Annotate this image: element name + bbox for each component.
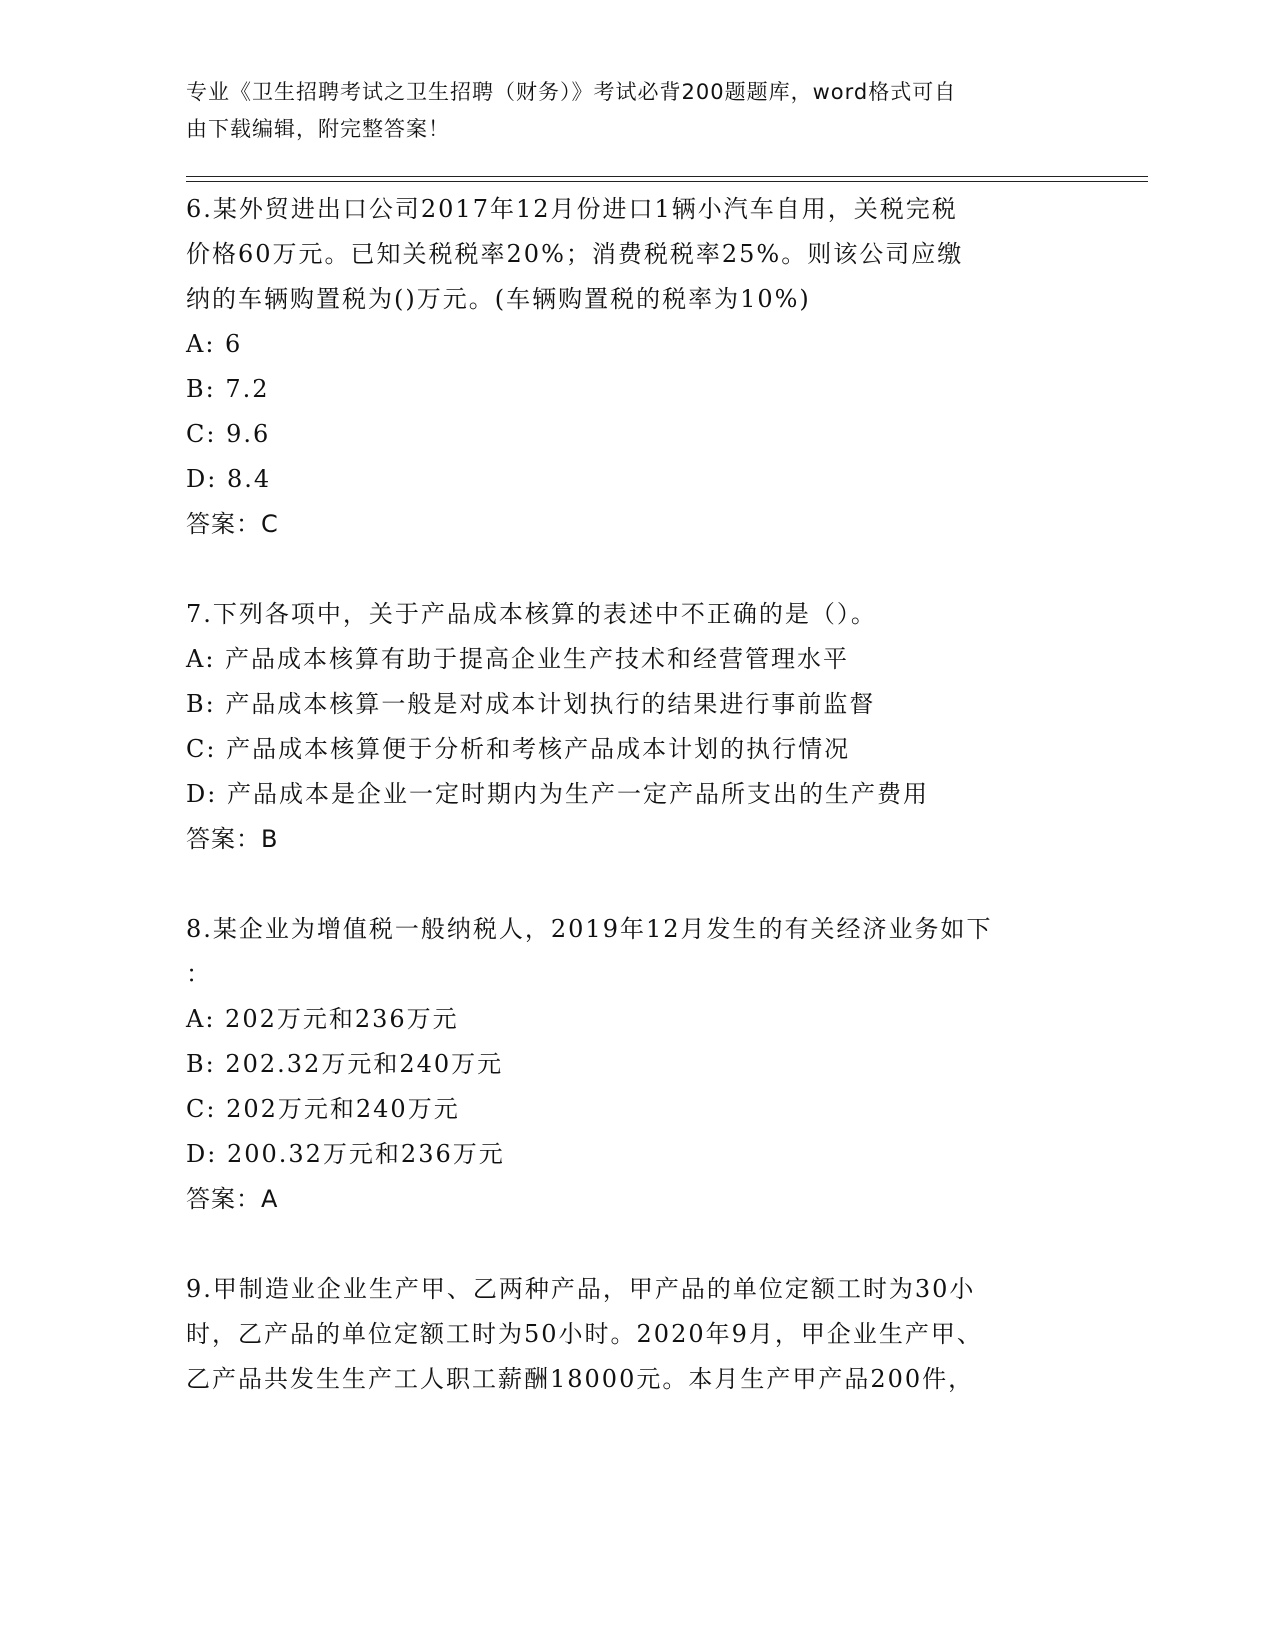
question-text-line: 9.甲制造业企业生产甲、乙两种产品，甲产品的单位定额工时为30小 [186, 1275, 976, 1303]
header-divider-top [186, 176, 1148, 177]
option-b: B: 202.32万元和240万元 [186, 1050, 504, 1078]
option-a: A: 产品成本核算有助于提高企业生产技术和经营管理水平 [186, 645, 850, 673]
answer: 答案：C [186, 510, 279, 538]
option-d: D: 200.32万元和236万元 [186, 1140, 505, 1168]
option-d: D: 8.4 [186, 465, 272, 493]
spacer [186, 547, 1086, 592]
header-line-1: 专业《卫生招聘考试之卫生招聘（财务）》考试必背200题题库，word格式可自 [186, 80, 957, 104]
option-c: C: 产品成本核算便于分析和考核产品成本计划的执行情况 [186, 735, 851, 763]
question-text-line: 8.某企业为增值税一般纳税人，2019年12月发生的有关经济业务如下 [186, 915, 993, 943]
question-block [186, 1267, 1086, 1402]
option-a: A: 202万元和236万元 [186, 1005, 459, 1033]
option-a: A: 6 [186, 330, 243, 358]
option-d: D: 产品成本是企业一定时期内为生产一定产品所支出的生产费用 [186, 780, 929, 808]
document-header [186, 74, 1066, 148]
question-text-line: 6.某外贸进出口公司2017年12月份进口1辆小汽车自用，关税完税 [186, 195, 958, 223]
question-text-line: ： [186, 960, 212, 988]
option-c: C: 202万元和240万元 [186, 1095, 460, 1123]
option-c: C: 9.6 [186, 420, 271, 448]
question-list [186, 187, 1086, 1402]
question-text-line: 7.下列各项中，关于产品成本核算的表述中不正确的是（）。 [186, 600, 877, 628]
question-text-line: 时，乙产品的单位定额工时为50小时。2020年9月，甲企业生产甲、 [186, 1320, 983, 1348]
option-b: B: 7.2 [186, 375, 270, 403]
question-block [186, 592, 1086, 862]
header-line-2: 由下载编辑，附完整答案！ [186, 117, 450, 141]
answer: 答案：A [186, 1185, 279, 1213]
spacer [186, 862, 1086, 907]
question-block [186, 907, 1086, 1222]
question-text-line: 价格60万元。已知关税税率20%；消费税税率25%。则该公司应缴 [186, 240, 964, 268]
question-text-line: 乙产品共发生生产工人职工薪酬18000元。本月生产甲产品200件， [186, 1365, 975, 1393]
option-b: B: 产品成本核算一般是对成本计划执行的结果进行事前监督 [186, 690, 876, 718]
spacer [186, 1222, 1086, 1267]
question-block [186, 187, 1086, 547]
answer: 答案：B [186, 825, 279, 853]
question-text-line: 纳的车辆购置税为()万元。(车辆购置税的税率为10%) [186, 285, 811, 313]
header-divider-bottom [186, 181, 1148, 182]
